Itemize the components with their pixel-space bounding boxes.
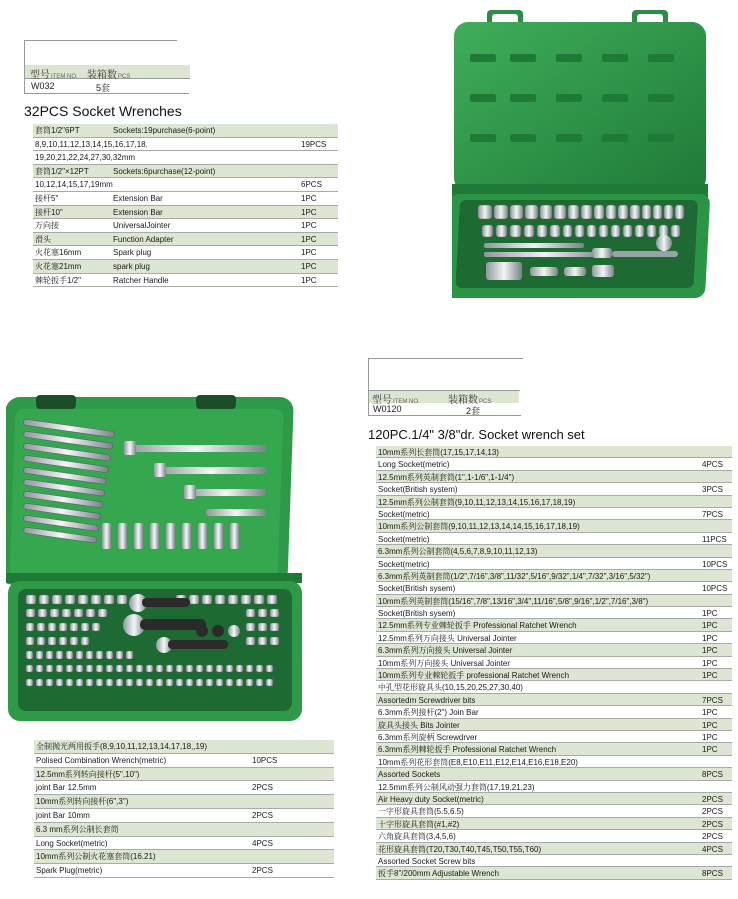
spec-item: Air Heavy duty Socket(metric) [378,794,484,804]
spec-row [376,669,732,681]
spec-row [34,837,334,851]
spec-row [376,496,732,508]
spec-qty: 11PCS [702,534,727,544]
spec-item: 12.5mm系列专业棘轮扳手 Professional Ratchet Wrench [378,621,577,631]
spec-qty: 4PCS [252,838,273,848]
spec-qty: 10PCS [702,584,728,594]
spec-item: Assorted Sockets [378,770,441,780]
spec-item: 全制抛光两用扳手(8,9,10,11,12,13,14,17,18,,19) [36,742,208,751]
spec-row [376,657,732,669]
spec-row [33,178,338,192]
spec-row [33,206,338,220]
spec-row [376,558,732,570]
spec-row [376,781,732,793]
spec-row [34,809,334,823]
spec-row [376,533,732,545]
spec-row [376,471,732,483]
spec-row [376,644,732,656]
spec-qty: 1PC [702,708,718,718]
spec-qty: 1PC [301,234,317,244]
set-a-qty-label: 装箱数PCS [87,70,131,81]
spec-item: 花形旋具套筒(T20,T30,T40,T45,T50,T55,T60) [378,844,542,854]
spec-row [33,192,338,206]
spec-item: 6.3mm系列旋柄 Screwdrver [378,732,478,742]
spec-item: 10mm系列万向接头 Universal Jointer [378,658,511,668]
spec-row [376,458,732,470]
spec-row [376,619,732,631]
spec-item: Assortedm Screwdriver bits [378,695,476,705]
spec-desc: Spark plug [113,248,152,258]
spec-row [376,595,732,607]
spec-item: 12.5mm系列万向接头 Universal Jointer [378,633,517,643]
spec-qty: 4PCS [702,844,723,854]
spec-item: Polised Combination Wrench(metric) [36,755,167,765]
spec-row [34,740,334,754]
spec-row [376,570,732,582]
spec-item: Socket(metric) [378,509,430,519]
spec-item: 6.3mm系列英制套筒(1/2",7/16",3/8",11/32",5/16",9/32",1/4",7/32",3/16",5/32") [378,571,651,581]
spec-qty: 1PC [301,221,317,231]
set-a-model: W032 [31,81,55,91]
spec-row [376,768,732,780]
spec-row [33,219,338,233]
spec-row [376,632,732,644]
spec-row [376,545,732,557]
spec-row [376,607,732,619]
spec-item: 滑头 [35,234,51,244]
spec-row [376,830,732,842]
spec-desc: spark plug [113,261,150,271]
spec-qty: 2PCS [252,866,273,876]
spec-row [376,793,732,805]
spec-item: 12.5mm系列转向接杆(5",10") [36,769,140,779]
spec-item: 10mm系列长套筒(17,15,17,14,13) [378,448,499,457]
spec-item: Socket(metric) [378,534,430,544]
spec-row [34,781,334,795]
set-a-spec-table-bottom [34,740,334,878]
spec-item: 6.3mm系列公制套筒(4,5,6,7,8,9,10,11,12,13) [378,547,538,557]
spec-row [376,582,732,594]
spec-row [33,151,338,165]
spec-item: 10,12,14,15,17,19mm [35,180,113,190]
spec-qty: 1PC [702,609,718,619]
set-a-product-photo [452,10,720,300]
spec-row [376,520,732,532]
spec-qty: 8PCS [702,770,723,780]
spec-row [376,855,732,867]
spec-row [376,694,732,706]
spec-item: Long Socket(metric) [36,838,108,848]
set-b-qty: 2套 [466,406,481,416]
spec-item: Spark Plug(metric) [36,866,103,876]
spec-desc: Extension Bar [113,207,163,217]
spec-row [33,165,338,179]
set-b-model-label: 型号ITEM NO. [372,395,420,406]
spec-qty: 6PCS [301,180,322,190]
spec-item: 旋具头接头 Bits Jointer [378,720,460,730]
spec-qty: 2PCS [702,807,723,817]
spec-row [34,754,334,768]
spec-row [376,483,732,495]
spec-item: 火花塞16mm [35,248,82,258]
spec-qty: 1PC [301,248,317,258]
spec-qty: 2PCS [702,819,723,829]
spec-item: Socket(British system) [378,485,458,495]
set-b-spec-table [376,446,732,880]
spec-qty: 1PC [301,207,317,217]
spec-qty: 1PC [702,621,718,631]
spec-item: 10mm系列专业棘轮扳手 professional Ratchet Wrench [378,671,570,681]
spec-item: 棘轮扳手1/2" [35,275,81,285]
spec-item: 10mm系列花形套筒(E8,E10,E11,E12,E14,E16,E18,E20) [378,757,578,767]
spec-row [34,768,334,782]
set-a-qty: 5套 [96,83,111,93]
spec-qty: 1PC [702,720,718,730]
spec-item: 接杆10" [35,207,63,217]
spec-qty: 4PCS [702,460,723,470]
spec-item: 6.3 mm系列公制长套筒 [36,824,119,834]
spec-item: 6.3mm系列棘轮扳手 Professional Ratchet Wrench [378,745,557,755]
spec-desc: Function Adapter [113,234,174,244]
spec-row [376,843,732,855]
spec-qty: 1PC [702,745,718,755]
spec-item: 套筒1/2"×12PT [35,166,89,176]
spec-qty: 3PCS [702,485,723,495]
spec-row [376,706,732,718]
set-b-model: W0120 [373,404,402,414]
spec-desc: Extension Bar [113,193,163,203]
spec-item: 中孔型花形旋具头(10,15,20,25,27,30,40) [378,683,523,693]
spec-desc: Sockets:19purchase(6-point) [113,126,216,135]
spec-qty: 1PC [702,646,718,656]
spec-qty: 1PC [301,193,317,203]
spec-qty: 19PCS [301,139,327,149]
spec-row [376,731,732,743]
spec-row [376,681,732,693]
spec-row [33,124,338,138]
spec-row [376,743,732,755]
spec-item: Socket(metric) [378,559,430,569]
spec-item: 10mm系列转向接杆(6",3") [36,797,129,807]
spec-qty: 8PCS [702,869,723,879]
spec-item: 十字形旋具套筒(#1,#2) [378,819,460,829]
spec-item: 扳手8"/200mm Adjustable Wrench [378,869,499,879]
spec-qty: 2PCS [702,794,723,804]
spec-item: 10mm系列公制套筒(9,10,11,12,13,14,14,15,16,17,18,19) [378,522,580,532]
spec-qty: 2PCS [252,783,273,793]
spec-item: 10mm系列英制套筒(15/16",7/8",13/16",3/4",11/16",5/8",9/16",1/2",7/16",3/8") [378,596,649,606]
spec-item: 一字形旋具套筒(5.5,6.5) [378,807,464,817]
spec-qty: 1PC [702,671,718,681]
spec-item: 8,9,10,11,12,13,14,15,16,17,18. [35,139,148,149]
spec-item: 接杆5" [35,193,59,203]
set-a-spec-table [33,124,338,287]
spec-row [376,818,732,830]
spec-qty: 1PC [702,633,718,643]
spec-item: 19,20,21,22,24,27,30,32mm [35,153,136,163]
spec-item: 套筒1/2"6PT [35,126,80,135]
set-b-title: 120PC.1/4" 3/8"dr. Socket wrench set [368,427,585,442]
spec-row [34,864,334,878]
spec-item: 火花塞21mm [35,261,82,271]
spec-item: Long Socket(metric) [378,460,450,470]
spec-qty: 1PC [702,658,718,668]
spec-item: Socket(British sysem) [378,609,456,619]
spec-item: 六角旋具套筒(3,4,5,6) [378,832,456,842]
spec-qty: 2PCS [702,832,723,842]
spec-item: joint Bar 10mm [36,810,90,820]
spec-qty: 7PCS [702,509,723,519]
spec-item: 12.5mm系列公制套筒(9,10,11,12,13,14,15,16,17,18,19) [378,497,576,507]
spec-item: 6.3mm系列接杆(2") Join Bar [378,708,479,718]
spec-row [376,719,732,731]
spec-item: joint Bar 12.5mm [36,783,97,793]
spec-row [376,756,732,768]
spec-qty: 10PCS [702,559,728,569]
spec-row [34,850,334,864]
set-a-model-label: 型号ITEM NO. [30,70,78,81]
spec-row [376,508,732,520]
spec-desc: UniversalJointer [113,221,171,231]
spec-qty: 10PCS [252,755,278,765]
spec-desc: Ratcher Handle [113,275,169,285]
spec-row [33,274,338,288]
spec-row [34,795,334,809]
spec-desc: Sockets:6purchase(12-point) [113,166,216,176]
spec-row [33,233,338,247]
spec-qty: 1PC [702,732,718,742]
set-b-qty-label: 装箱数PCS [448,395,492,406]
spec-qty: 1PC [301,275,317,285]
spec-row [33,138,338,152]
spec-row [34,823,334,837]
spec-qty: 2PCS [252,810,273,820]
spec-item: 万向接 [35,221,59,231]
set-b-product-photo [6,395,304,725]
spec-row [33,246,338,260]
spec-item: Socket(British sysem) [378,584,456,594]
spec-qty: 7PCS [702,695,723,705]
spec-row [33,260,338,274]
spec-item: 6.3mm系列万向接头 Universal Jointer [378,646,513,656]
spec-item: 12.5mm系列英制套筒(1",1-1/6",1-1/4") [378,472,515,482]
spec-qty: 1PC [301,261,317,271]
spec-item: 10mm系列公制火花塞套筒(16.21) [36,852,156,862]
set-a-title: 32PCS Socket Wrenches [24,103,182,119]
spec-row [376,867,732,879]
spec-row [376,446,732,458]
spec-item: 12.5mm系列公制风动强力套筒(17,19,21,23) [378,782,535,792]
spec-row [376,805,732,817]
spec-item: Assorted Socket Screw bits [378,856,476,866]
